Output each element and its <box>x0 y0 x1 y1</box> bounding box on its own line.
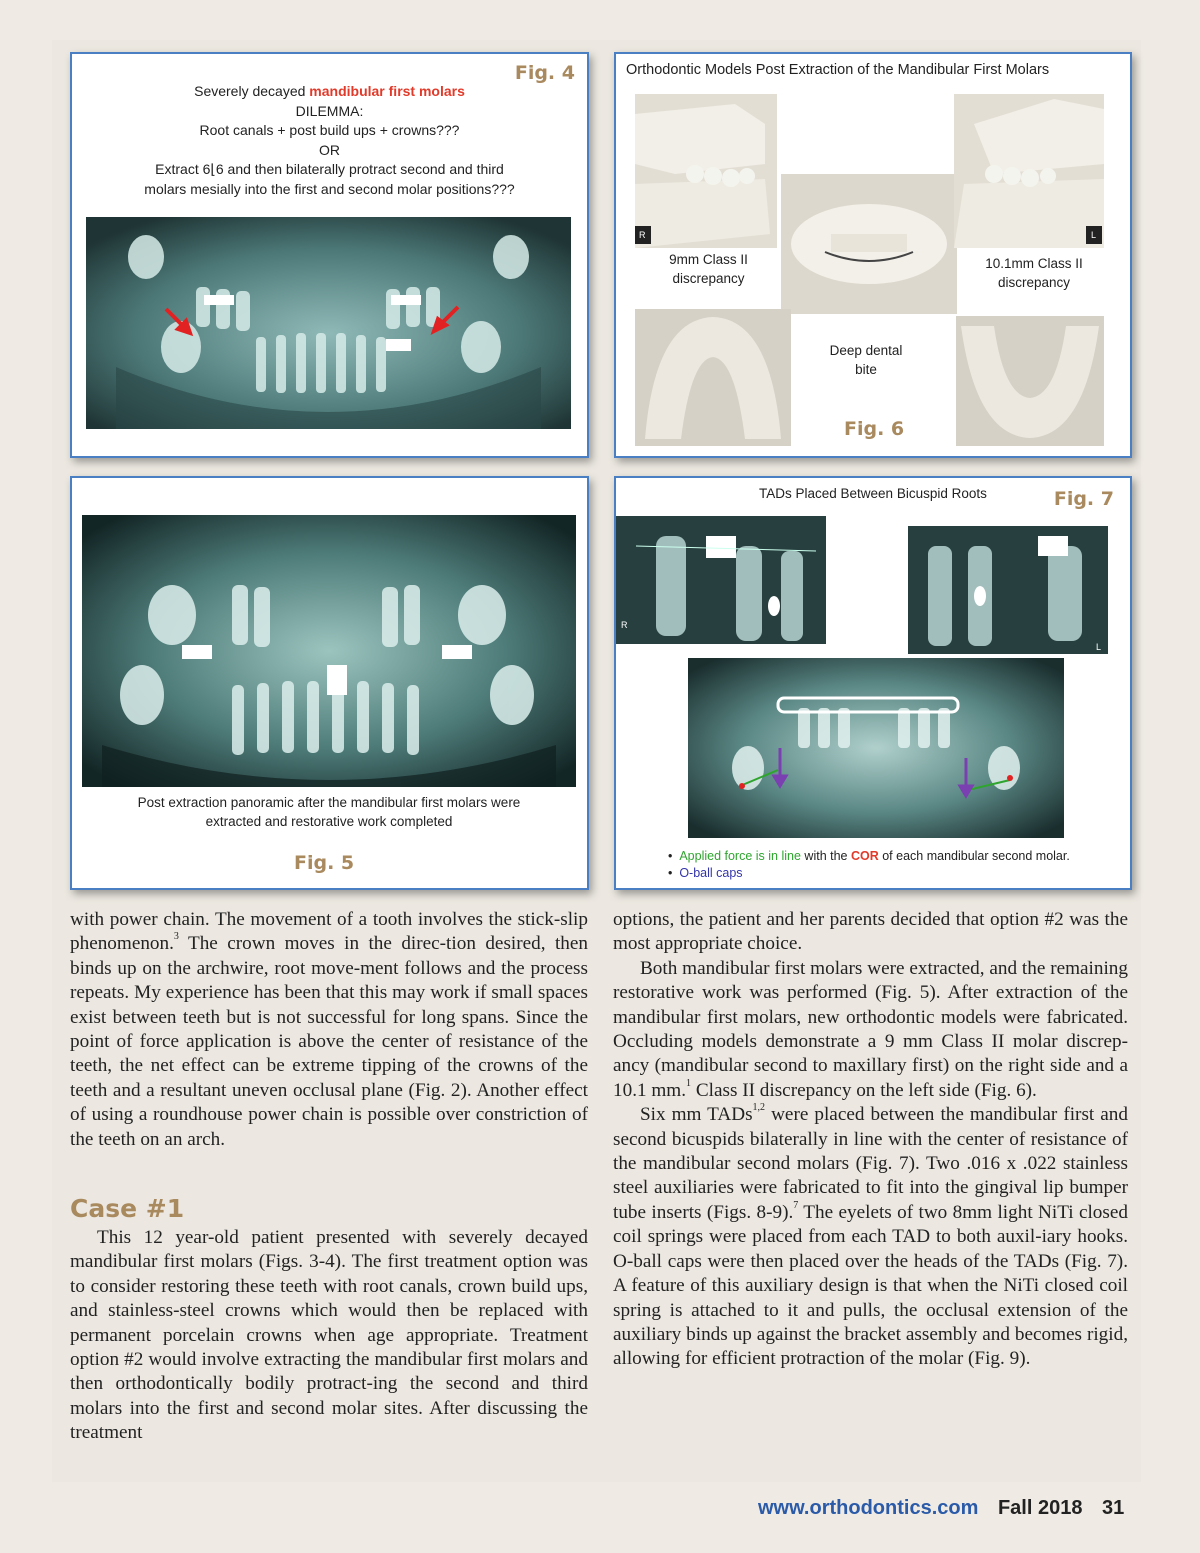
issue-date: Fall 2018 <box>997 1497 1083 1519</box>
figure-4-label: Fig. 4 <box>514 62 575 84</box>
paragraph-case-1: This 12 year-old patient presented with severely decayed mandibular first molars (Figs. 3-4). The first treatment option was to consider restoring these teeth with root canals, crown build ups, and stainless-steel crowns which would then be replaced with permanent porcelain crowns when age appropriate. Treatment option #2 would involve extracting the mandibular first molars and then orthodontically bodily protract-ing the second and third molars into the first and second molar sites. After discussing the treatment <box>70 1227 588 1444</box>
xray-image <box>86 217 571 429</box>
xray-image <box>616 516 826 644</box>
paragraph-tads: Six mm TADs$^{1,2}$ were placed between the mandibular first and second bicuspids bilaterally in line with the center of resistance of the mandibular second molars (Fig. 7). Two .016 x .022 stainless steel auxiliaries were fabricated to fit into the gingival lip bumper tube inserts (Figs. 8-9).$^7$ The eyelets of two 8mm light NiTi closed coil springs were placed from each TAD to both auxil-iary hooks. O-ball caps were then placed over the heads of the TADs (Fig. 7). A feature of this auxiliary design is that when the NiTi closed coil spring is attached to it and pulls, the occlusal extension of the auxiliary binds up against the bracket assembly and becomes rigid, allowing for efficient protraction of the molar (Fig. 9). <box>613 1102 1128 1370</box>
xray-r-marker: R <box>621 620 628 630</box>
figure-4 <box>70 52 589 458</box>
periapical-xray-left <box>908 526 1108 654</box>
periapical-xray-right <box>616 516 826 644</box>
figure-4-dilemma-text: Severely decayed mandibular first molars DILEMMA: Root canals + post build ups + crowns??? OR Extract 6⌊6 and then bilaterally protract second and third molars mesially into the first and second molar positions??? <box>144 83 515 197</box>
model-photo <box>635 309 791 446</box>
xray-image <box>688 658 1064 838</box>
figure-7 <box>614 476 1132 890</box>
figure-6-label: Fig. 6 <box>844 418 905 440</box>
case-1-heading: Case #1 <box>70 1194 185 1223</box>
xray-image <box>908 526 1108 654</box>
panoramic-xray-post-extraction <box>82 515 576 787</box>
page-number: 31 <box>1102 1497 1125 1519</box>
model-photo <box>954 94 1104 248</box>
model-photo <box>635 94 777 248</box>
model-mandibular-occlusal <box>956 316 1104 446</box>
model-r-marker: R <box>639 230 646 240</box>
right-text-column <box>613 908 1128 1372</box>
figure-6-title: Orthodontic Models Post Extraction of the Mandibular First Molars <box>626 62 1050 78</box>
bullet-oball-caps: • O-ball caps <box>668 866 743 880</box>
figure-5 <box>70 476 589 890</box>
website-link[interactable]: www.orthodontics.com <box>758 1497 979 1519</box>
model-right-side <box>635 94 777 248</box>
xray-image <box>82 515 576 787</box>
model-photo <box>956 316 1104 446</box>
left-text-column <box>70 908 588 1152</box>
deep-bite-caption: Deep dental bite <box>829 343 903 377</box>
model-left-side <box>954 94 1104 248</box>
figure-7-bullets <box>668 848 1070 882</box>
left-text-column-case <box>70 1226 588 1446</box>
figure-7-label: Fig. 7 <box>1053 488 1114 510</box>
paragraph-extraction: Both mandibular first molars were extracted, and the remaining restorative work was performed (Fig. 5). After extraction of the mandibular first molars, new orthodontic models were fabricated. Occluding models demonstrate a 9 mm Class II molar discrep-ancy (mandibular second to maxillary first) on the right side and a 10.1 mm.$^1$ Class II discrepancy on the left side (Fig. 6). <box>613 957 1128 1101</box>
bullet-force-line: • Applied force is in line with the COR of each mandibular second molar. <box>668 849 1070 863</box>
figure-7-title: TADs Placed Between Bicuspid Roots <box>759 486 987 501</box>
model-maxillary-occlusal <box>635 309 791 446</box>
panoramic-xray-pre-extraction <box>86 217 571 429</box>
right-discrepancy-caption: 9mm Class II discrepancy <box>646 250 771 288</box>
figure-5-label: Fig. 5 <box>294 852 355 874</box>
left-discrepancy-caption: 10.1mm Class II discrepancy <box>974 254 1094 292</box>
paragraph-treatment-choice: options, the patient and her parents decided that option #2 was the most appropriate choice. <box>613 909 1128 955</box>
highlight-text: mandibular first molars <box>309 83 465 99</box>
footer <box>758 1497 1124 1520</box>
paragraph-power-chain: with power chain. The movement of a tooth involves the stick-slip phenomenon.$^3$ The crown moves in the direc-tion desired, then binds up on the archwire, root move-ment follows and the process repeats. My experience has been that this may work if small spaces exist between teeth but is not successful for long spans. Since the point of force application is above the center of resistance of the teeth, the net effect can be extreme tipping of the crowns of the teeth and a resultant uneven occlusal plane (Fig. 2). Another effect of using a roundhouse power chain is possible over constriction of the teeth on an arch. <box>70 909 588 1150</box>
panoramic-xray-tads <box>688 658 1064 838</box>
xray-l-marker: L <box>1096 642 1102 652</box>
figure-5-caption: Post extraction panoramic after the mandibular first molars were extracted and restorative work completed <box>82 793 576 831</box>
figure-6 <box>614 52 1132 458</box>
model-photo <box>781 174 957 314</box>
model-l-marker: L <box>1091 230 1097 240</box>
model-center-front <box>781 174 957 314</box>
